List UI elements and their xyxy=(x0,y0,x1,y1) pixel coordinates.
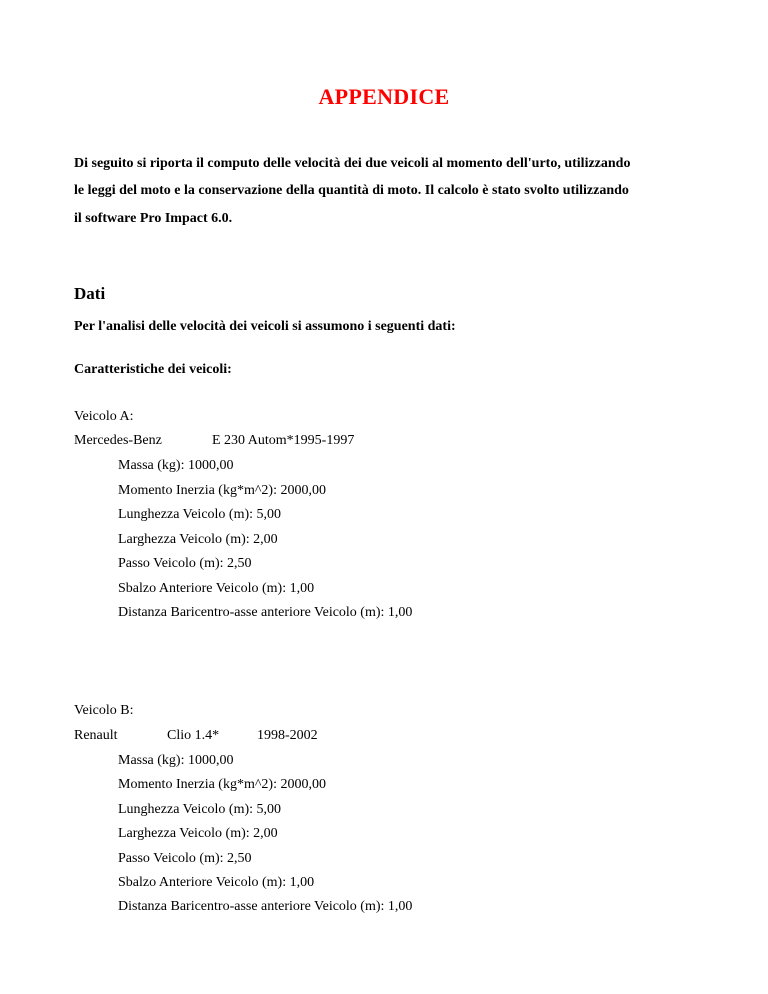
vehicle-a-spec-inertia: Momento Inerzia (kg*m^2): 2000,00 xyxy=(118,483,326,498)
vehicle-b-spec-width: Larghezza Veicolo (m): 2,00 xyxy=(118,826,278,841)
analysis-statement: Per l'analisi delle velocità dei veicoli si assumono i seguenti dati: xyxy=(74,319,456,334)
intro-line: il software Pro Impact 6.0. xyxy=(74,210,233,226)
vehicle-b-spec-front-overhang: Sbalzo Anteriore Veicolo (m): 1,00 xyxy=(118,875,315,890)
vehicle-b-spec-inertia: Momento Inerzia (kg*m^2): 2000,00 xyxy=(118,777,326,792)
vehicle-b-model: Clio 1.4* xyxy=(167,728,220,743)
vehicle-a-spec-length: Lunghezza Veicolo (m): 5,00 xyxy=(118,507,282,522)
vehicle-a-spec-mass: Massa (kg): 1000,00 xyxy=(118,458,234,473)
vehicle-b-spec-wheelbase: Passo Veicolo (m): 2,50 xyxy=(118,851,252,866)
vehicle-a-spec-width: Larghezza Veicolo (m): 2,00 xyxy=(118,532,278,547)
intro-line: le leggi del moto e la conservazione della quantità di moto. Il calcolo è stato svolto utilizzando xyxy=(74,183,629,199)
characteristics-heading: Caratteristiche dei veicoli: xyxy=(74,362,232,377)
vehicle-b-spec-mass: Massa (kg): 1000,00 xyxy=(118,753,234,768)
vehicle-a-label: Veicolo A: xyxy=(74,409,134,424)
vehicle-a-spec-cg-distance: Distanza Baricentro-asse anteriore Veicolo (m): 1,00 xyxy=(118,605,413,620)
vehicle-a-spec-wheelbase: Passo Veicolo (m): 2,50 xyxy=(118,556,252,571)
vehicle-a-make: Mercedes-Benz xyxy=(74,433,162,448)
page-title: APPENDICE xyxy=(318,84,450,109)
vehicle-b-spec-cg-distance: Distanza Baricentro-asse anteriore Veicolo (m): 1,00 xyxy=(118,899,413,914)
vehicle-b-make: Renault xyxy=(74,728,118,743)
intro-line: Di seguito si riporta il computo delle velocità dei due veicoli al momento dell'urto, utilizzando xyxy=(74,156,631,171)
vehicle-a-model: E 230 Autom*1995-1997 xyxy=(212,433,355,448)
intro-paragraph xyxy=(74,150,714,232)
vehicle-b-years: 1998-2002 xyxy=(257,728,318,743)
vehicle-b-label: Veicolo B: xyxy=(74,703,134,718)
section-heading-dati: Dati xyxy=(74,284,106,303)
vehicle-b-spec-length: Lunghezza Veicolo (m): 5,00 xyxy=(118,802,282,817)
vehicle-a-spec-front-overhang: Sbalzo Anteriore Veicolo (m): 1,00 xyxy=(118,581,315,596)
